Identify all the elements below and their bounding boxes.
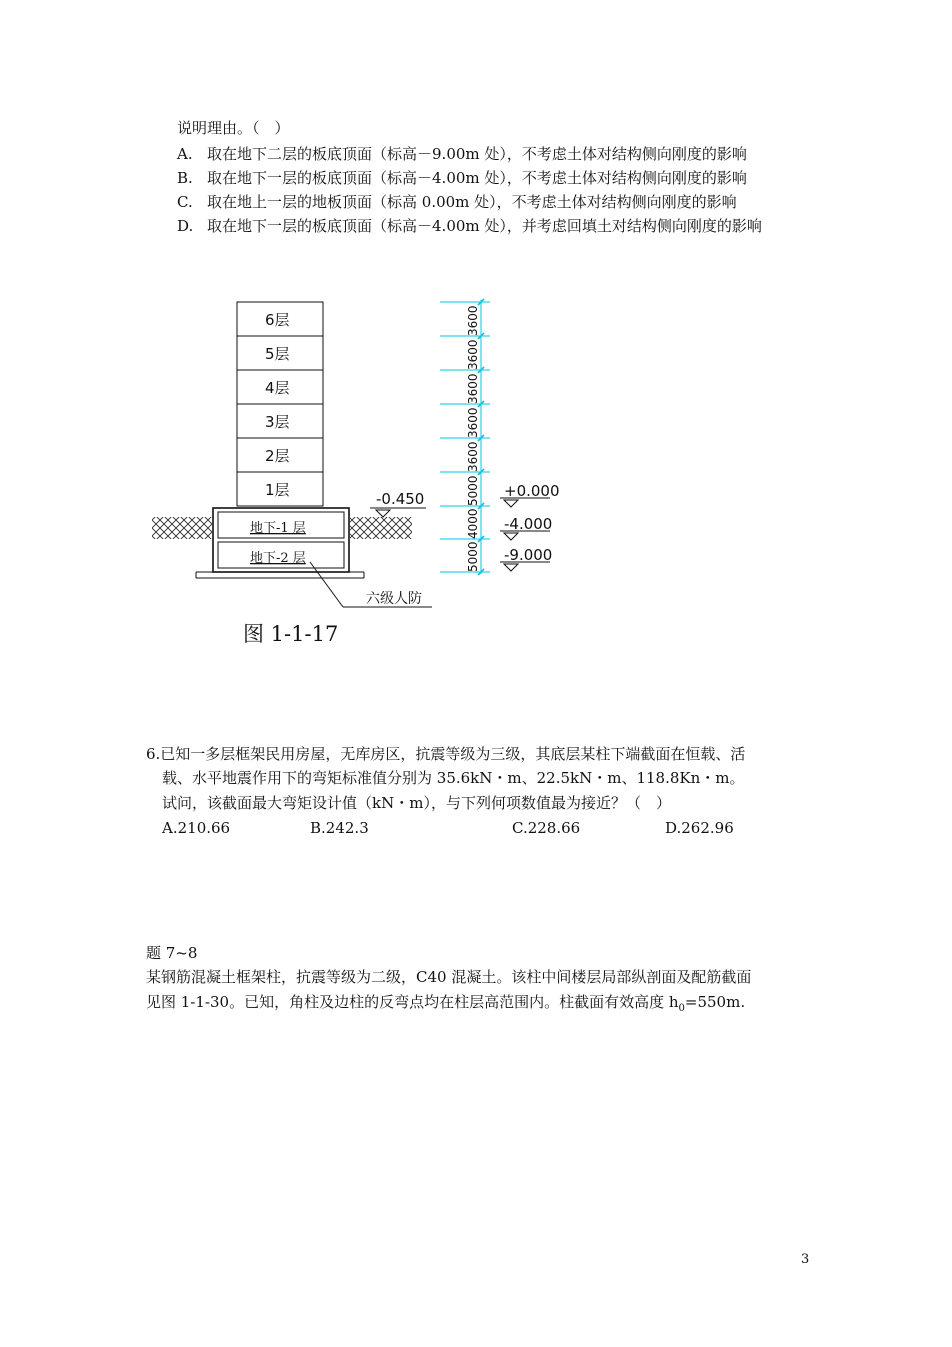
option-label: A. [177,145,193,163]
floor-label-3: 3层 [265,413,290,431]
soil-hatch-right [350,517,412,539]
elev-label-4: -4.000 [504,515,553,533]
figure-caption: 图 1-1-17 [243,622,339,646]
basement-1-label: 地下-1 层 [250,521,306,536]
ground-elevation-marker [370,508,426,517]
dim-label: 3600 [466,441,480,472]
elev-label-0: +0.000 [504,482,560,500]
q78-line-1: 某钢筋混凝土框架柱，抗震等级为二级，C40 混凝土。该柱中间楼层局部纵剖面及配筋截面 [146,968,752,986]
q78-line-2 [146,992,745,1019]
q5-lead: 说明理由。（ ） [177,119,290,137]
floor-stack [237,302,323,506]
option-label: D. [177,217,194,235]
q6-line-1: 6.已知一多层框架民用房屋，无库房区，抗震等级为三级，其底层某柱下端截面在恒载、活 [146,745,746,763]
dim-label: 4000 [466,508,480,539]
floor-label-6: 6层 [265,311,290,329]
dim-label: 5000 [466,475,480,506]
floor-label-1: 1层 [265,481,290,499]
option-label: B. [177,169,193,187]
q6-line-3: 试问，该截面最大弯矩设计值（kN・m），与下列何项数值最为接近？（ ） [162,794,671,812]
dim-label: 5000 [466,541,480,572]
option-text: 取在地上一层的地板顶面（标高 0.00m 处），不考虑土体对结构侧向刚度的影响 [207,193,737,211]
q78-line-2-subscript: 0 [678,1003,685,1014]
option-text: 取在地下一层的板底顶面（标高－4.00m 处），并考虑回填土对结构侧向刚度的影响 [207,217,762,235]
q6-line-2: 载、水平地震作用下的弯矩标准值分别为 35.6kN・m、22.5kN・m、118.8Kn・m。 [162,769,745,787]
q6-option-a: A.210.66 [162,819,231,837]
dim-label: 3600 [466,373,480,404]
floor-label-5: 5层 [265,345,290,363]
dim-label: 3600 [466,305,480,336]
basement [196,508,364,578]
ground-elevation-label: -0.450 [376,490,425,508]
dim-label: 3600 [466,339,480,370]
q78-line-2-text: 见图 1-1-30。已知，角柱及边柱的反弯点均在柱层高范围内。柱截面有效高度 h [146,993,679,1011]
civil-defense-label: 六级人防 [366,591,422,607]
q78-title: 题 7~8 [146,944,198,962]
option-label: C. [177,193,193,211]
soil-hatch-left [152,517,212,539]
q78-line-2-tail: =550m. [684,993,746,1011]
basement-2-label: 地下-2 层 [250,551,306,566]
q6-option-b: B.242.3 [310,819,369,837]
floor-label-4: 4层 [265,379,290,397]
dim-label: 3600 [466,407,480,438]
page-number: 3 [801,1252,810,1267]
option-text: 取在地下二层的板底顶面（标高－9.00m 处），不考虑土体对结构侧向刚度的影响 [207,145,747,163]
floor-label-2: 2层 [265,447,290,465]
q6-option-d: D.262.96 [665,819,734,837]
q6-option-c: C.228.66 [512,819,581,837]
option-text: 取在地下一层的板底顶面（标高－4.00m 处），不考虑土体对结构侧向刚度的影响 [207,169,747,187]
elev-label-9: -9.000 [504,546,553,564]
building-section-figure [0,0,952,660]
